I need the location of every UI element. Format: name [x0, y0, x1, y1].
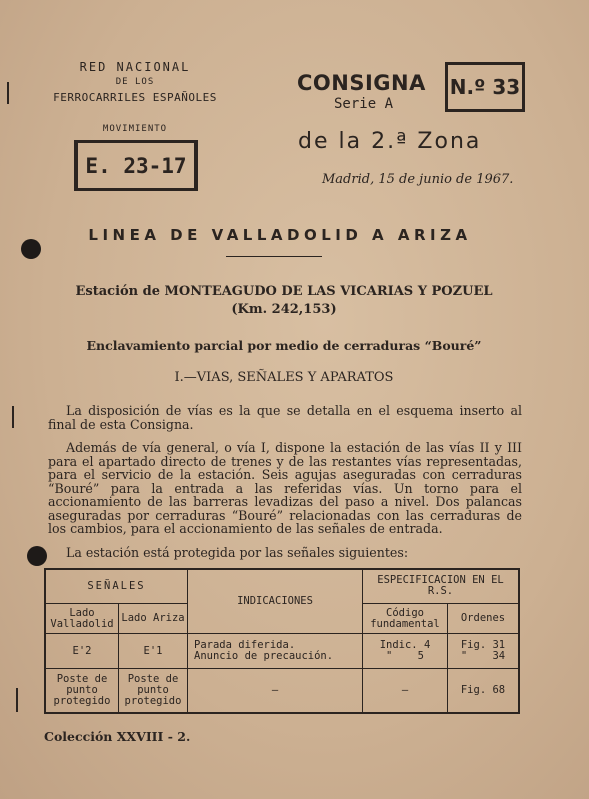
lado-ariza-header: Lado Ariza — [119, 603, 188, 633]
paragraph-3: La estación está protegida por las señales siguientes: — [66, 545, 409, 560]
cell-valladolid: E'2 — [45, 634, 119, 668]
org-line3: FERROCARRILES ESPAÑOLES — [53, 91, 217, 104]
indicacion-line: Anuncio de precaución. — [194, 650, 334, 663]
especificacion-header: ESPECIFICACION EN EL R.S. — [363, 569, 520, 603]
section-heading: I.—VIAS, SEÑALES Y APARATOS — [174, 370, 394, 385]
cell-codigo: — — [363, 668, 448, 713]
margin-mark — [12, 406, 14, 428]
serie-label: Serie A — [334, 96, 394, 112]
table-row — [45, 668, 519, 713]
codigo-line: Indic. 4 — [379, 639, 431, 652]
code-text: E. 23-17 — [85, 153, 187, 178]
cell-indicaciones — [188, 634, 363, 668]
codigo-header: Código fundamental — [363, 603, 448, 633]
margin-mark — [7, 82, 9, 104]
code-box — [74, 140, 198, 191]
table-row — [45, 634, 519, 668]
signals-table — [44, 568, 520, 714]
cell-indicaciones: — — [188, 668, 363, 713]
org-line1: RED NACIONAL — [79, 60, 191, 74]
ordenes-header: Ordenes — [448, 603, 520, 633]
orden-line: Fig. 31 — [460, 639, 506, 652]
cell-ordenes — [448, 634, 520, 668]
number-text: N.º 33 — [449, 75, 521, 99]
station-km: (Km. 242,153) — [231, 302, 337, 317]
binder-hole-bottom — [27, 546, 47, 566]
cell-codigo — [363, 634, 448, 668]
number-box — [445, 62, 525, 112]
subtitle: Enclavamiento parcial por medio de cerraduras “Bouré” — [86, 338, 482, 353]
senales-header: SEÑALES — [45, 569, 188, 603]
indicaciones-header: INDICACIONES — [188, 569, 363, 634]
org-line2: DE LOS — [115, 77, 155, 87]
cell-ordenes: Fig. 68 — [448, 668, 520, 713]
binder-hole-top — [21, 239, 41, 259]
station-name: Estación de MONTEAGUDO DE LAS VICARIAS Y POZUEL — [75, 284, 493, 299]
date-line: Madrid, 15 de junio de 1967. — [322, 172, 514, 187]
cell-ariza: E'1 — [119, 634, 188, 668]
cell-ariza: Poste de punto protegido — [119, 668, 188, 713]
cell-valladolid: Poste de punto protegido — [45, 668, 119, 713]
paragraph-1: La disposición de vías es la que se detalla en el esquema inserto al final de esta Consigna. — [48, 403, 522, 432]
collection-footer: Colección XXVIII - 2. — [44, 729, 191, 744]
codigo-line: " 5 — [386, 650, 424, 663]
indicacion-line: Parada diferida. — [194, 639, 296, 652]
orden-line: " 34 — [460, 650, 506, 663]
line-title: LINEA DE VALLADOLID A ARIZA — [88, 226, 472, 244]
margin-mark — [16, 688, 18, 712]
paragraph-2: Además de vía general, o vía I, dispone la estación de las vías II y III para el apartado directo de trenes y de las restantes vías representadas, para el servicio de la estación. Seis agujas aseguradas con cerraduras “Bouré” para la entrada a las referidas vías. Un torno para el accionamiento de las barreras levadizas del paso a nivel. Dos palancas aseguradas por cerraduras “Bouré” relacionadas con las cerraduras de los cambios, para el accionamiento de las señales de entrada. — [48, 440, 522, 536]
consigna-title: CONSIGNA — [297, 71, 426, 95]
lado-valladolid-header: Lado Valladolid — [45, 603, 119, 633]
line-title-rule — [226, 256, 322, 257]
department-label: MOVIMIENTO — [102, 124, 168, 134]
zona-title: de la 2.ª Zona — [298, 129, 482, 154]
